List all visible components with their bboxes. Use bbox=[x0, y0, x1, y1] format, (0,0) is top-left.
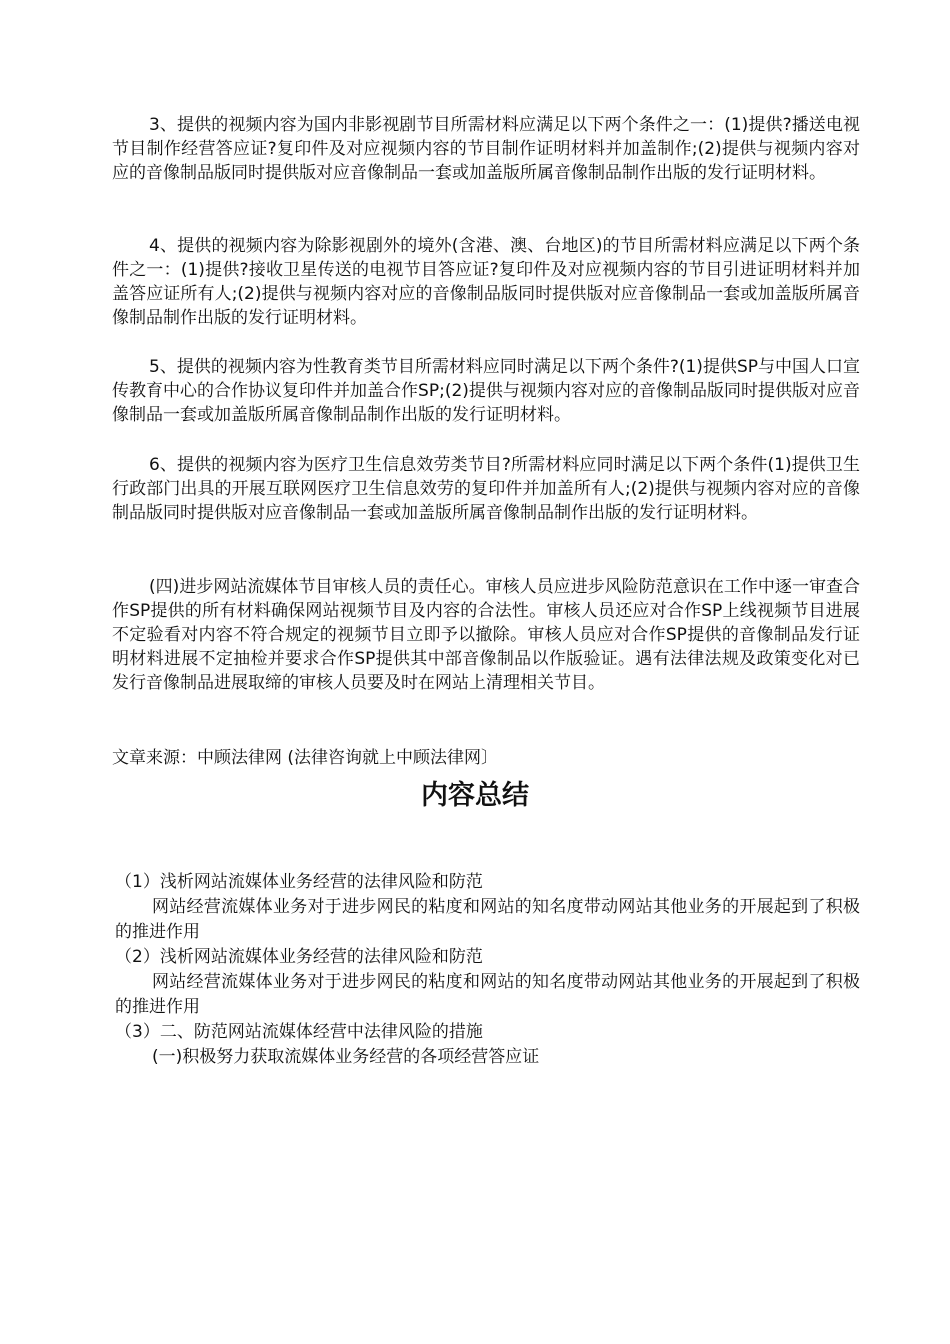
paragraph-item-3: 3、提供的视频内容为国内非影视剧节目所需材料应满足以下两个条件之一：(1)提供?播送电视节目制作经营答应证?复印件及对应视频内容的节目制作证明材料并加盖制作;(2)提供与视频内容对应的音像制品版同时提供版对应音像制品一套或加盖版所属音像制品制作出版的发行证明材料。 bbox=[112, 115, 860, 183]
summary-item-heading: （1）浅析网站流媒体业务经营的法律风险和防范 bbox=[115, 872, 483, 892]
paragraph-item-4: 4、提供的视频内容为除影视剧外的境外(含港、澳、台地区)的节目所需材料应满足以下两个条件之一：(1)提供?接收卫星传送的电视节目答应证?复印件及对应视频内容的节目引进证明材料并加盖答应证所有人;(2)提供与视频内容对应的音像制品版同时提供版对应音像制品一套或加盖版所属音像制品制作出版的发行证明材料。 bbox=[112, 236, 860, 328]
article-source: 文章来源：中顾法律网 (法律咨询就上中顾法律网〕 bbox=[112, 748, 499, 768]
summary-item-body: (一)积极努力获取流媒体业务经营的各项经营答应证 bbox=[152, 1047, 540, 1067]
summary-item bbox=[115, 1020, 860, 1070]
paragraph-item-5: 5、提供的视频内容为性教育类节目所需材料应同时满足以下两个条件?(1)提供SP与中国人口宣传教育中心的合作协议复印件并加盖合作SP;(2)提供与视频内容对应的音像制品版同时提供版对应音像制品一套或加盖版所属音像制品制作出版的发行证明材料。 bbox=[112, 357, 860, 425]
summary-item-heading: （3）二、防范网站流媒体经营中法律风险的措施 bbox=[115, 1022, 483, 1042]
paragraph-item-6: 6、提供的视频内容为医疗卫生信息效劳类节目?所需材料应同时满足以下两个条件(1)提供卫生行政部门出具的开展互联网医疗卫生信息效劳的复印件并加盖所有人;(2)提供与视频内容对应的音像制品版同时提供版对应音像制品一套或加盖版所属音像制品制作出版的发行证明材料。 bbox=[112, 455, 860, 523]
summary-item-body: 网站经营流媒体业务对于进步网民的粘度和网站的知名度带动网站其他业务的开展起到了积极的推进作用 bbox=[115, 897, 860, 942]
summary-item bbox=[115, 870, 860, 945]
summary-item-heading: （2）浅析网站流媒体业务经营的法律风险和防范 bbox=[115, 947, 483, 967]
summary-list bbox=[115, 870, 860, 1070]
summary-title: 内容总结 bbox=[421, 780, 529, 811]
paragraph-section-4: (四)进步网站流媒体节目审核人员的责任心。审核人员应进步风险防范意识在工作中逐一审查合作SP提供的所有材料确保网站视频节目及内容的合法性。审核人员还应对合作SP上线视频节目进展不定验看对内容不符合规定的视频节目立即予以撤除。审核人员应对合作SP提供的音像制品发行证明材料进展不定抽检并要求合作SP提供其中部音像制品以作版验证。遇有法律法规及政策变化对已发行音像制品进展取缔的审核人员要及时在网站上清理相关节目。 bbox=[112, 577, 860, 693]
summary-item-body: 网站经营流媒体业务对于进步网民的粘度和网站的知名度带动网站其他业务的开展起到了积极的推进作用 bbox=[115, 972, 860, 1017]
summary-item bbox=[115, 945, 860, 1020]
